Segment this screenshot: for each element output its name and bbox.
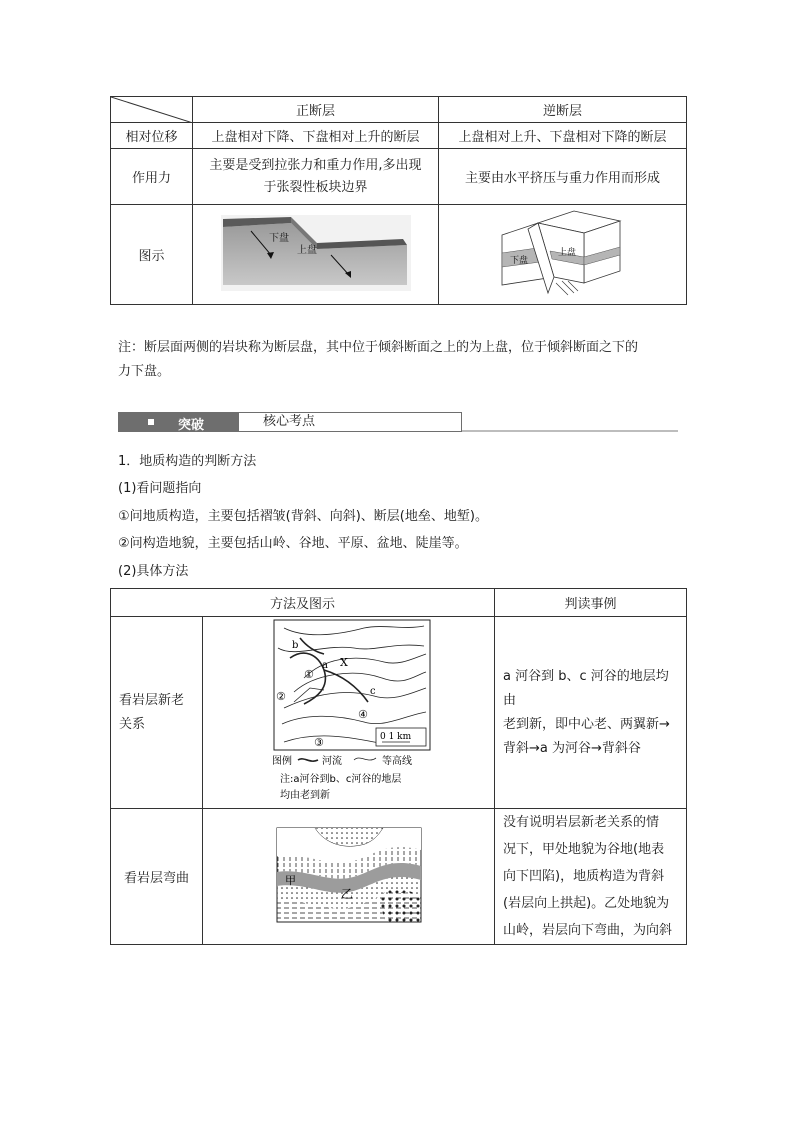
fold-label-jia: 甲 xyxy=(284,873,296,887)
map-legend-prefix: 图例 xyxy=(271,755,292,767)
example-rock-bend-l1: 没有说明岩层新老关系的情 xyxy=(503,815,660,830)
map-label-c: c xyxy=(369,685,376,697)
sub-heading-method: (2)具体方法 xyxy=(118,564,189,579)
map-label-3: ③ xyxy=(313,735,324,749)
list-item-landform: ②问构造地貌，主要包括山岭、谷地、平原、盆地、陡崖等。 xyxy=(118,536,468,551)
geologic-map-cell xyxy=(203,617,495,809)
contour-legend-icon xyxy=(354,758,376,760)
section-tag xyxy=(118,412,238,432)
reverse-fault-diagram xyxy=(498,209,628,297)
section-rule xyxy=(462,430,678,432)
reverse-fault-figure-cell xyxy=(439,205,687,305)
header-normal-fault: 正断层 xyxy=(193,97,439,123)
example-rock-bend-l4: (岩层向上拱起)。乙处地貌为 xyxy=(503,896,670,911)
fault-note xyxy=(118,336,688,384)
map-label-4: ④ xyxy=(357,707,368,721)
fig-normal-lower-label: 下盘 xyxy=(268,232,289,244)
heading-judgement-method: 1．地质构造的判断方法 xyxy=(118,454,257,469)
header-reverse-fault: 逆断层 xyxy=(439,97,687,123)
map-label-a: a xyxy=(321,659,328,671)
reverse-displacement: 上盘相对上升、下盘相对下降的断层 xyxy=(439,123,687,149)
square-bullet-icon xyxy=(148,419,154,425)
method-table xyxy=(110,588,687,945)
river-legend-icon xyxy=(298,758,318,760)
example-rock-age-l1: a 河谷到 b、c 河谷的地层均由 xyxy=(503,668,669,708)
section-title-box xyxy=(238,412,462,432)
fold-diagram xyxy=(275,826,423,924)
normal-displacement: 上盘相对下降、下盘相对上升的断层 xyxy=(193,123,439,149)
normal-force xyxy=(193,149,439,205)
map-scale: 0 1 km xyxy=(379,731,411,742)
sub-heading-question: (1)看问题指向 xyxy=(118,481,202,496)
example-rock-age xyxy=(495,617,687,809)
row-label-rock-age-l1: 看岩层新老 xyxy=(119,692,185,708)
map-legend-river: 河流 xyxy=(321,755,342,767)
header-example: 判读事例 xyxy=(495,589,687,617)
geologic-map xyxy=(264,618,434,804)
row-label-force: 作用力 xyxy=(111,149,193,205)
map-caption-l2: 均由老到新 xyxy=(279,789,330,801)
map-legend-contour: 等高线 xyxy=(381,755,412,767)
fig-reverse-lower-label: 下盘 xyxy=(509,255,528,266)
row-label-figure: 图示 xyxy=(111,205,193,305)
example-rock-bend xyxy=(495,809,687,945)
diagonal-header-cell xyxy=(111,97,193,123)
example-rock-age-l3: 背斜→a 为河谷→背斜谷 xyxy=(503,740,641,756)
diagonal-line xyxy=(111,97,193,123)
section-tag-text: 突破 xyxy=(178,418,205,433)
header-method-figure: 方法及图示 xyxy=(111,589,495,617)
map-label-1: ① xyxy=(303,667,314,681)
list-item-structure: ①问地质构造，主要包括褶皱(背斜、向斜)、断层(地垒、地堑)。 xyxy=(118,509,488,524)
map-label-x: X xyxy=(339,655,348,669)
row-label-rock-age-l2: 关系 xyxy=(119,716,146,732)
normal-force-line2: 于张裂性板块边界 xyxy=(263,179,368,195)
fold-figure-cell xyxy=(203,809,495,945)
note-line2: 力下盘。 xyxy=(118,364,171,379)
map-label-b: b xyxy=(291,639,298,651)
note-line1: 注：断层面两侧的岩块称为断层盘，其中位于倾斜断面之上的为上盘，位于倾斜断面之下的 xyxy=(118,340,639,355)
fold-label-yi: 乙 xyxy=(340,886,353,901)
map-caption-l1: 注:a河谷到b、c河谷的地层 xyxy=(279,773,401,785)
normal-force-line1: 主要是受到拉张力和重力作用,多出现 xyxy=(209,157,422,173)
normal-fault-diagram xyxy=(221,215,411,291)
section-bar xyxy=(118,412,678,432)
row-label-rock-bend: 看岩层弯曲 xyxy=(111,809,203,945)
row-label-rock-age xyxy=(111,617,203,809)
fig-normal-upper-label: 上盘 xyxy=(296,244,317,256)
fig-reverse-upper-label: 上盘 xyxy=(557,247,576,258)
example-rock-bend-l2: 况下，甲处地貌为谷地(地表 xyxy=(503,842,665,857)
row-label-displacement: 相对位移 xyxy=(111,123,193,149)
reverse-force: 主要由水平挤压与重力作用而形成 xyxy=(439,149,687,205)
example-rock-age-l2: 老到新，即中心老、两翼新→ xyxy=(503,716,670,732)
fault-comparison-table xyxy=(110,96,687,305)
example-rock-bend-l3: 向下凹陷)，地质构造为背斜 xyxy=(503,869,665,884)
map-label-2: ② xyxy=(275,689,286,703)
example-rock-bend-l5: 山岭，岩层向下弯曲，为向斜 xyxy=(503,923,673,938)
normal-fault-figure-cell xyxy=(193,205,439,305)
section-title: 核心考点 xyxy=(263,414,316,429)
